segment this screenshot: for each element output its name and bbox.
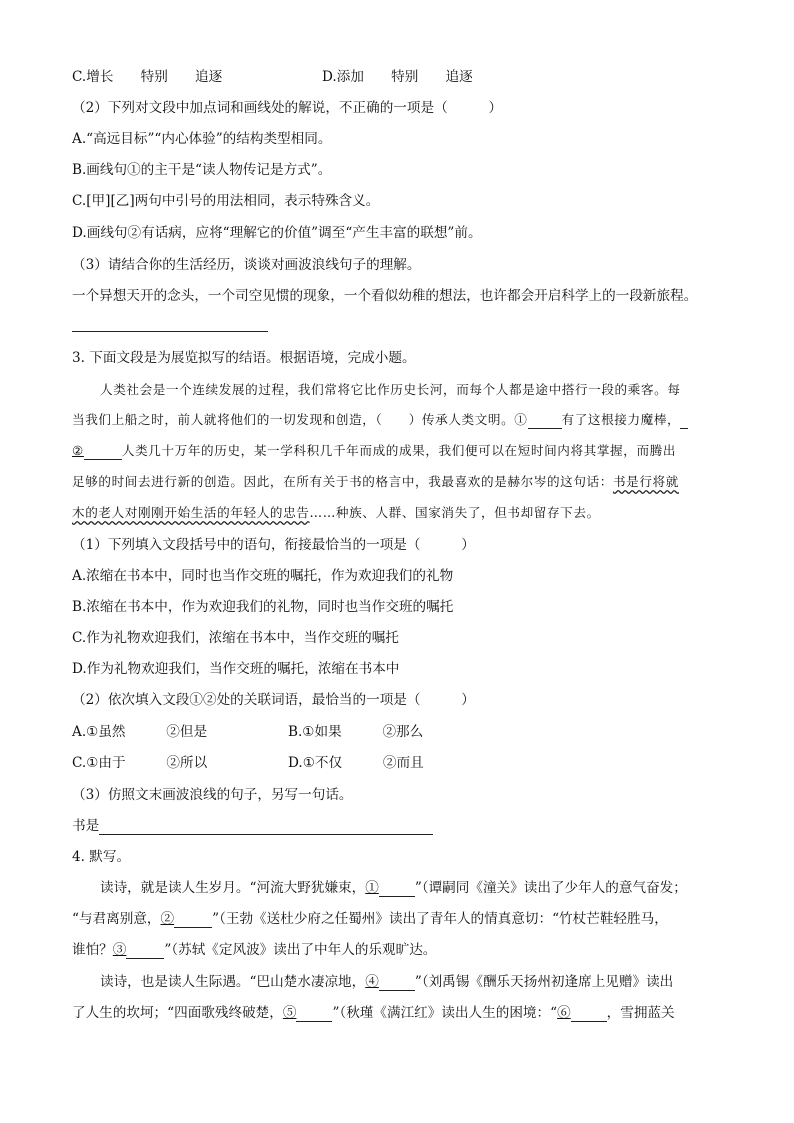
q2-sub2-option-b: B.画线句①的主干是“读人物传记是方式”。: [72, 162, 332, 178]
blank-3[interactable]: [126, 944, 164, 959]
blank-2-start[interactable]: [680, 414, 688, 429]
blank-5[interactable]: [296, 1007, 332, 1022]
answer-line[interactable]: [72, 331, 268, 332]
blank-marker-5: ⑤: [282, 1005, 297, 1021]
blank-marker-2: ②: [160, 911, 175, 927]
q3-passage-line-5: [72, 504, 600, 522]
blank-6[interactable]: [571, 1007, 607, 1022]
q2-sub2-option-c: C.[甲][乙]两句中引号的用法相同，表示特殊含义。: [72, 193, 380, 209]
q3-passage-line-2: [72, 411, 688, 429]
q4-line-3: [72, 941, 436, 959]
passage-text: 足够的时间去进行新的创造。因此，在所有关于书的格言中，我最喜欢的是赫尔岑的这句话：: [72, 474, 613, 489]
poem-text: ”（王勃《送杜少府之任蜀州》读出了青年人的情真意切：“竹杖芒鞋轻胜马，: [212, 911, 668, 927]
option-c: C.增长 特别 追逐: [72, 69, 223, 85]
blank-4[interactable]: [379, 976, 415, 991]
q3-sub1-option-d: D.作为礼物欢迎我们，当作交班的嘱托，浓缩在书本中: [72, 661, 400, 677]
q3-sub3-answer: [72, 817, 433, 835]
answer-lead: 书是: [72, 818, 100, 834]
poem-text: 读诗，就是读人生岁月。“河流大野犹嫌束，: [100, 880, 366, 896]
q4-line-4: [100, 973, 673, 991]
passage-text: 有了这根接力魔棒，: [561, 412, 681, 427]
q3-stem: 3. 下面文段是为展览拟写的结语。根据语境，完成小题。: [72, 350, 416, 366]
blank-1[interactable]: [379, 882, 415, 897]
blank-marker-3: ③: [112, 942, 127, 958]
poem-text: “与君离别意，: [72, 911, 161, 927]
q2-sub2-option-d: D.画线句②有话病，应将“理解它的价值”调至“产生丰富的联想”前。: [72, 225, 482, 241]
q2-sub3-sentence: 一个异想天开的念头，一个司空见惯的现象，一个看似幼稚的想法，也许都会开启科学上的一段新旅程。: [72, 288, 698, 304]
passage-text: 人类几十万年的历史，某一学科积几千年而成的成果，我们便可以在短时间内将其掌握，而腾出: [121, 443, 677, 458]
blank-marker-1: ①: [365, 880, 379, 896]
q2-sub3-stem: （3）请结合你的生活经历，谈谈对画波浪线句子的理解。: [72, 257, 421, 273]
q3-passage-line-4: [72, 473, 679, 491]
wavy-sentence-part-2: 木的老人对刚刚开始生活的年轻人的忠告: [72, 505, 310, 520]
answer-line[interactable]: [99, 820, 433, 835]
passage-text: ……种族、人群、国家消失了，但书却留存下去。: [309, 505, 600, 520]
poem-text: ”（刘禹锡《酬乐天扬州初逢席上见赠》读出: [414, 974, 674, 990]
poem-text: 了人生的坎坷；“四面歌残终破楚，: [72, 1005, 283, 1021]
q3-sub2-option-d: D.①不仅 ②而且: [288, 755, 424, 771]
blank-marker-1: ①: [514, 412, 528, 427]
q3-sub1-option-c: C.作为礼物欢迎我们，浓缩在书本中，当作交班的嘱托: [72, 630, 399, 646]
option-d: D.添加 特别 追逐: [322, 69, 473, 85]
q3-sub3-stem: （3）仿照文末画波浪线的句子，另写一句话。: [72, 787, 353, 803]
blank-marker-4: ④: [365, 974, 379, 990]
poem-text: ”（谭嗣同《潼关》读出了少年人的意气奋发；: [414, 880, 687, 896]
q2-sub2-stem: （2）下列对文段中加点词和画线处的解说，不正确的一项是（ ）: [72, 100, 503, 116]
q3-sub1-option-a: A.浓缩在书本中，同时也当作交班的嘱托，作为欢迎我们的礼物: [72, 568, 454, 584]
q3-sub2-stem: （2）依次填入文段①②处的关联词语，最恰当的一项是（ ）: [72, 692, 475, 708]
q3-sub1-option-b: B.浓缩在书本中，作为欢迎我们的礼物，同时也当作交班的嘱托: [72, 599, 454, 615]
q3-passage-line-3: [72, 442, 676, 460]
passage-text: 当我们上船之时，前人就将他们的一切发现和创造，（ ）传承人类文明。: [72, 412, 515, 427]
blank-1[interactable]: [528, 414, 562, 429]
blank-2[interactable]: [174, 913, 212, 928]
q2-sub2-option-a: A.“高远目标”“内心体验”的结构类型相同。: [72, 131, 332, 147]
blank-marker-6: ⑥: [557, 1005, 571, 1021]
q3-sub1-stem: （1）下列填入文段括号中的语句，衔接最恰当的一项是（ ）: [72, 537, 475, 553]
q4-line-2: [72, 910, 668, 928]
poem-text: ，雪拥蓝关: [606, 1005, 675, 1021]
poem-text: 谁怕？: [72, 942, 113, 958]
q3-sub2-option-c: C.①由于 ②所以: [72, 755, 208, 771]
q4-line-1: [100, 879, 687, 897]
q3-sub2-option-b: B.①如果 ②那么: [288, 724, 424, 740]
poem-text: 读诗，也是读人生际遇。“巴山楚水凄凉地，: [100, 974, 366, 990]
blank-marker-2: ②: [72, 443, 84, 458]
q3-sub2-option-a: A.①虽然 ②但是: [72, 724, 208, 740]
q3-passage-line-1: 人类社会是一个连续发展的过程，我们常将它比作历史长河，而每个人都是途中搭行一段的乘客。每: [100, 382, 681, 397]
q4-stem: 4. 默写。: [72, 849, 131, 865]
q4-line-5: [72, 1004, 675, 1022]
wavy-sentence-part-1: 书是行将就: [612, 474, 679, 489]
poem-text: ”（秋瑾《满江红》读出人生的困境：“: [332, 1005, 558, 1021]
blank-2[interactable]: [84, 445, 122, 460]
poem-text: ”（苏轼《定风波》读出了中年人的乐观旷达。: [164, 942, 437, 958]
